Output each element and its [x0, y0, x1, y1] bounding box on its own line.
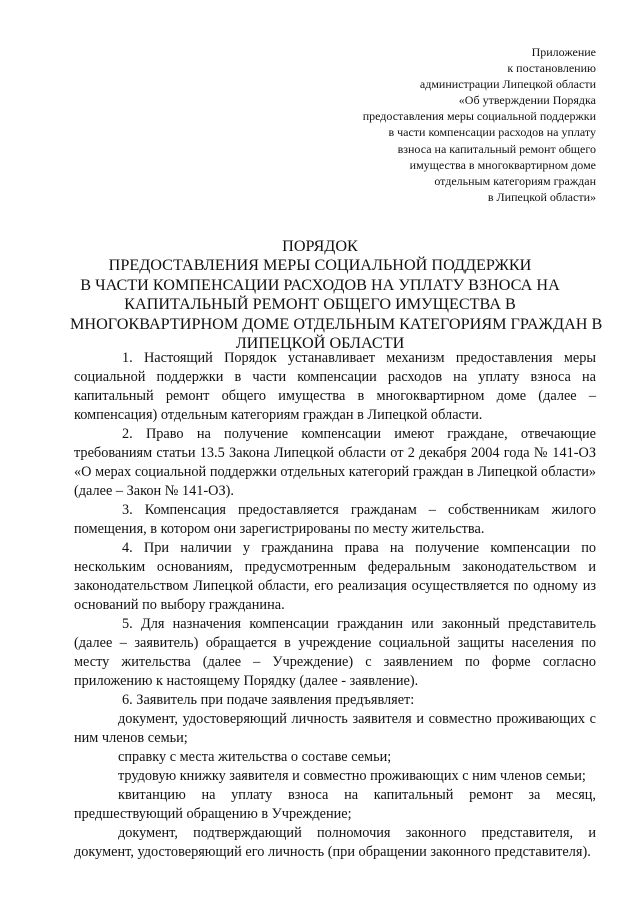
title-line: МНОГОКВАРТИРНОМ ДОМЕ ОТДЕЛЬНЫМ КАТЕГОРИЯМ ГРАЖДАН В — [70, 314, 603, 333]
paragraph-6: 6. Заявитель при подаче заявления предъявляет: — [122, 692, 415, 708]
paragraph-1: 1. Настоящий Порядок устанавливает механизм предоставления меры социальной поддержки в части компенсации расходов на уплату взноса на капитальный ремонт общего имущества в многоквартирном доме (далее – компенсация) отдельным категориям граждан в Липецкой области. — [74, 350, 596, 423]
title-line: ПОРЯДОК — [282, 237, 358, 255]
list-item: документ, подтверждающий полномочия законного представителя, и документ, удостоверяющий его личность (при обращении законного представителя). — [74, 825, 596, 860]
document-title — [70, 237, 603, 353]
annex-line: предоставления меры социальной поддержки — [362, 109, 596, 124]
list-item: трудовую книжку заявителя и совместно проживающих с ним членов семьи; — [118, 768, 586, 784]
list-item: справку с места жительства о составе семьи; — [118, 749, 392, 765]
annex-line: взноса на капитальный ремонт общего — [397, 141, 596, 156]
paragraph-2: 2. Право на получение компенсации имеют граждане, отвечающие требованиям статьи 13.5 Закона Липецкой области от 2 декабря 2004 года № 141-ОЗ «О мерах социальной поддержки отдельных категорий граждан в Липецкой области» (далее – Закон № 141-ОЗ). — [74, 426, 596, 499]
list-item: квитанцию на уплату взноса на капитальный ремонт за месяц, предшествующий обращению в Учреждение; — [74, 787, 596, 822]
annex-line: к постановлению — [507, 61, 596, 76]
title-line: В ЧАСТИ КОМПЕНСАЦИИ РАСХОДОВ НА УПЛАТУ ВЗНОСА НА — [80, 275, 560, 294]
annex-line: «Об утверждении Порядка — [458, 93, 596, 108]
paragraph-5: 5. Для назначения компенсации гражданин или законный представитель (далее – заявитель) обращается в учреждение социальной защиты населения по месту жительства (далее – Учреждение) с заявлением по форме согласно приложению к настоящему Порядку (далее - заявление). — [74, 616, 596, 689]
annex-header — [296, 44, 596, 205]
title-line: ЛИПЕЦКОЙ ОБЛАСТИ — [235, 334, 405, 353]
title-line: КАПИТАЛЬНЫЙ РЕМОНТ ОБЩЕГО ИМУЩЕСТВА В — [124, 295, 516, 314]
paragraph-3: 3. Компенсация предоставляется гражданам – собственникам жилого помещения, в котором они зарегистрированы по месту жительства. — [74, 502, 596, 537]
title-line: ПРЕДОСТАВЛЕНИЯ МЕРЫ СОЦИАЛЬНОЙ ПОДДЕРЖКИ — [108, 256, 532, 275]
list-item: документ, удостоверяющий личность заявителя и совместно проживающих с ним членов семьи; — [74, 711, 596, 746]
annex-line: отдельным категориям граждан — [434, 173, 596, 188]
annex-line: Приложение — [531, 45, 596, 59]
annex-line: в части компенсации расходов на уплату — [388, 125, 596, 140]
document-body — [74, 349, 596, 862]
paragraph-4: 4. При наличии у гражданина права на получение компенсации по нескольким основаниям, предусмотренным федеральным законодательством и законодательством Липецкой области, его реализация осуществляется по одному из оснований по выбору гражданина. — [74, 540, 596, 613]
annex-line: имущества в многоквартирном доме — [409, 157, 596, 172]
annex-line: администрации Липецкой области — [419, 77, 596, 92]
annex-line: в Липецкой области» — [487, 189, 596, 204]
